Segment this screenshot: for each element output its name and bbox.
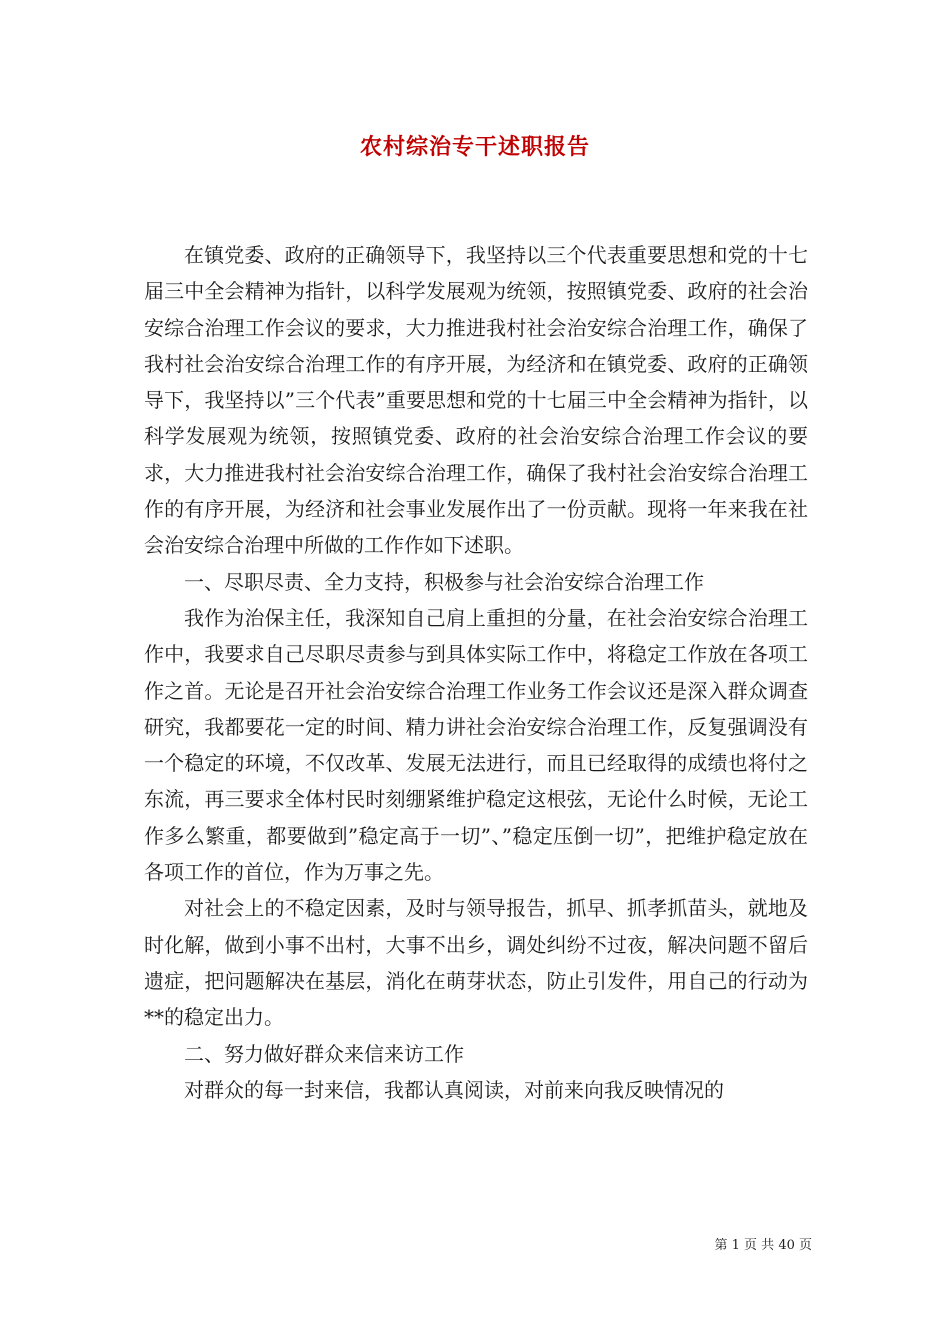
document-body: [144, 237, 808, 1108]
paragraph-section-2: 对群众的每一封来信，我都认真阅读，对前来向我反映情况的: [184, 1077, 724, 1102]
paragraph-intro: 在镇党委、政府的正确领导下，我坚持以三个代表重要思想和党的十七届三中全会精神为指针，以科学发展观为统领，按照镇党委、政府的社会治安综合治理工作会议的要求，大力推进我村社会治安综合治理工作，确保了我村社会治安综合治理工作的有序开展，为经济和在镇党委、政府的正确领导下，我坚持以”三个代表”重要思想和党的十七届三中全会精神为指针，以科学发展观为统领，按照镇党委、政府的社会治安综合治理工作会议的要求，大力推进我村社会治安综合治理工作，确保了我村社会治安综合治理工作的有序开展，为经济和社会事业发展作出了一份贡献。现将一年来我在社会治安综合治理中所做的工作作如下述职。: [144, 243, 808, 558]
page-number: 第 1 页 共 40 页: [714, 1238, 812, 1253]
paragraph-section-1: 我作为治保主任，我深知自己肩上重担的分量，在社会治安综合治理工作中，我要求自己尽职尽责参与到具体实际工作中，将稳定工作放在各项工作之首。无论是召开社会治安综合治理工作业务工作会议还是深入群众调查研究，我都要花一定的时间、精力讲社会治安综合治理工作，反复强调没有一个稳定的环境，不仅改革、发展无法进行，而且已经取得的成绩也将付之东流，再三要求全体村民时刻绷紧维护稳定这根弦，无论什么时候，无论工作多么繁重，都要做到”稳定高于一切”、”稳定压倒一切”，把维护稳定放在各项工作的首位，作为万事之先。: [144, 605, 808, 885]
paragraph-section-1b: 对社会上的不稳定因素，及时与领导报告，抓早、抓孝抓苗头，就地及时化解，做到小事不出村，大事不出乡，调处纠纷不过夜，解决问题不留后遗症，把问题解决在基层，消化在萌芽状态，防止引发件，用自己的行动为**的稳定出力。: [144, 896, 808, 1030]
section-heading-1: 一、尽职尽责、全力支持，积极参与社会治安综合治理工作: [184, 569, 704, 594]
document-title: 农村综治专干述职报告: [359, 134, 590, 160]
section-heading-2: 二、努力做好群众来信来访工作: [184, 1041, 464, 1066]
